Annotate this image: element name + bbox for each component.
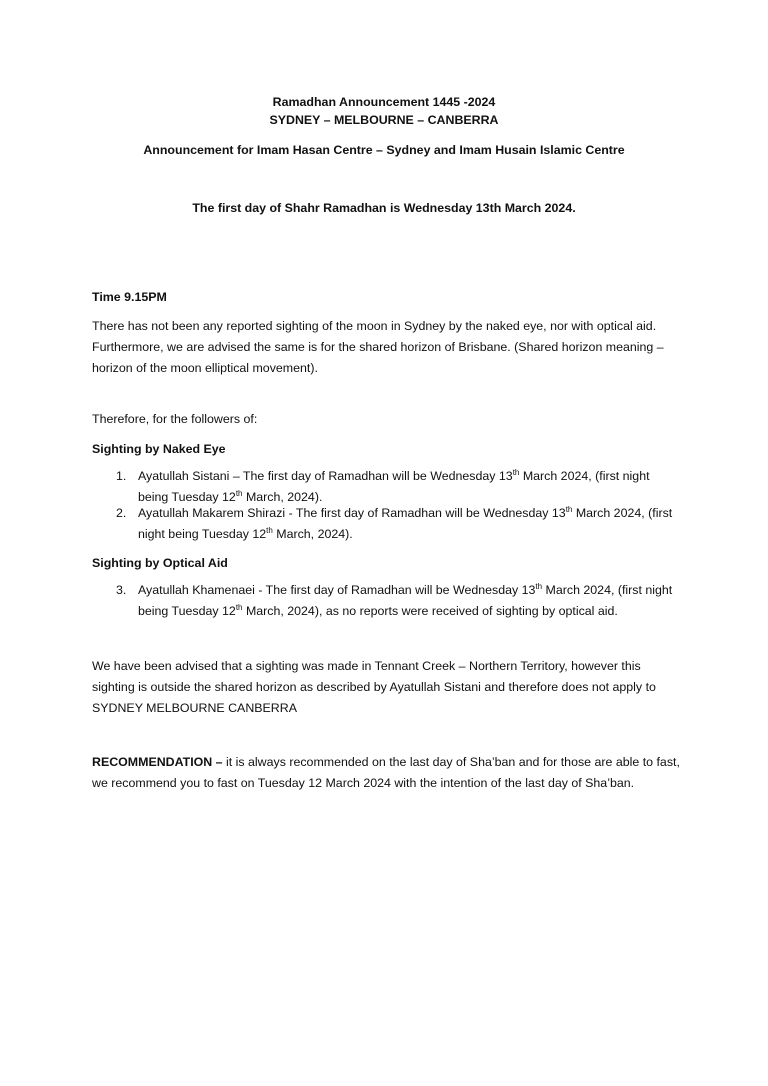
time-heading: Time 9.15PM	[92, 290, 167, 304]
followers-intro: Therefore, for the followers of:	[92, 412, 258, 426]
item-text-part: March, 2024).	[272, 527, 353, 541]
first-day-statement: The first day of Shahr Ramadhan is Wednesday 13th March 2024.	[192, 201, 576, 215]
tennant-creek-paragraph: We have been advised that a sighting was made in Tennant Creek – Northern Territory, however this sighting is outside the shared horizon as described by Ayatullah Sistani and therefore does not apply to SYDNEY MELBOURNE CANBERRA	[92, 659, 656, 715]
item-text-part: March 2024, (first night being Tuesday 12	[138, 469, 650, 504]
recommendation-text: it is always recommended on the last day of Sha’ban and for those are able to fast, we recommend you to fast on Tuesday 12 March 2024 with the intention of the last day of Sha’ban.	[92, 755, 680, 790]
recommendation-paragraph	[92, 752, 682, 794]
item-text-part: March 2024, (first night being Tuesday 12	[138, 506, 673, 541]
list-item-text	[138, 580, 678, 622]
list-item-number: 2.	[116, 506, 127, 520]
item-text-part: March, 2024).	[242, 490, 323, 504]
list-item-number: 3.	[116, 583, 127, 597]
ordinal-suffix: th	[235, 602, 243, 612]
list-item-number: 1.	[116, 469, 127, 483]
item-text-part: March, 2024), as no reports were received of sighting by optical aid.	[242, 604, 618, 618]
list-item-text	[138, 503, 678, 545]
document-title: Ramadhan Announcement 1445 -2024	[272, 95, 496, 109]
ordinal-suffix: th	[535, 581, 543, 591]
item-text-part: March 2024, (first night being Tuesday 12	[138, 583, 673, 618]
ordinal-suffix: th	[235, 488, 243, 498]
item-text-part: Ayatullah Sistani – The first day of Ramadhan will be Wednesday 13	[138, 469, 513, 483]
list-item-text	[138, 466, 678, 508]
ordinal-suffix: th	[266, 525, 273, 535]
intro-paragraph: There has not been any reported sighting of the moon in Sydney by the naked eye, nor with optical aid. Furthermore, we are advised the same is for the shared horizon of Brisbane. (Shared horizon meaning – horizon of the moon elliptical movement).	[92, 319, 664, 375]
recommendation-label: RECOMMENDATION –	[92, 755, 223, 769]
centres-subtitle: Announcement for Imam Hasan Centre – Sydney and Imam Husain Islamic Centre	[143, 143, 625, 157]
item-text-part: Ayatullah Khamenaei - The first day of Ramadhan will be Wednesday 13	[138, 583, 536, 597]
naked-eye-heading: Sighting by Naked Eye	[92, 442, 226, 456]
ordinal-suffix: th	[512, 467, 520, 477]
cities-line: SYDNEY – MELBOURNE – CANBERRA	[269, 113, 499, 127]
item-text-part: Ayatullah Makarem Shirazi - The first day of Ramadhan will be Wednesday 13	[138, 506, 566, 520]
optical-aid-heading: Sighting by Optical Aid	[92, 556, 228, 570]
ordinal-suffix: th	[565, 504, 573, 514]
